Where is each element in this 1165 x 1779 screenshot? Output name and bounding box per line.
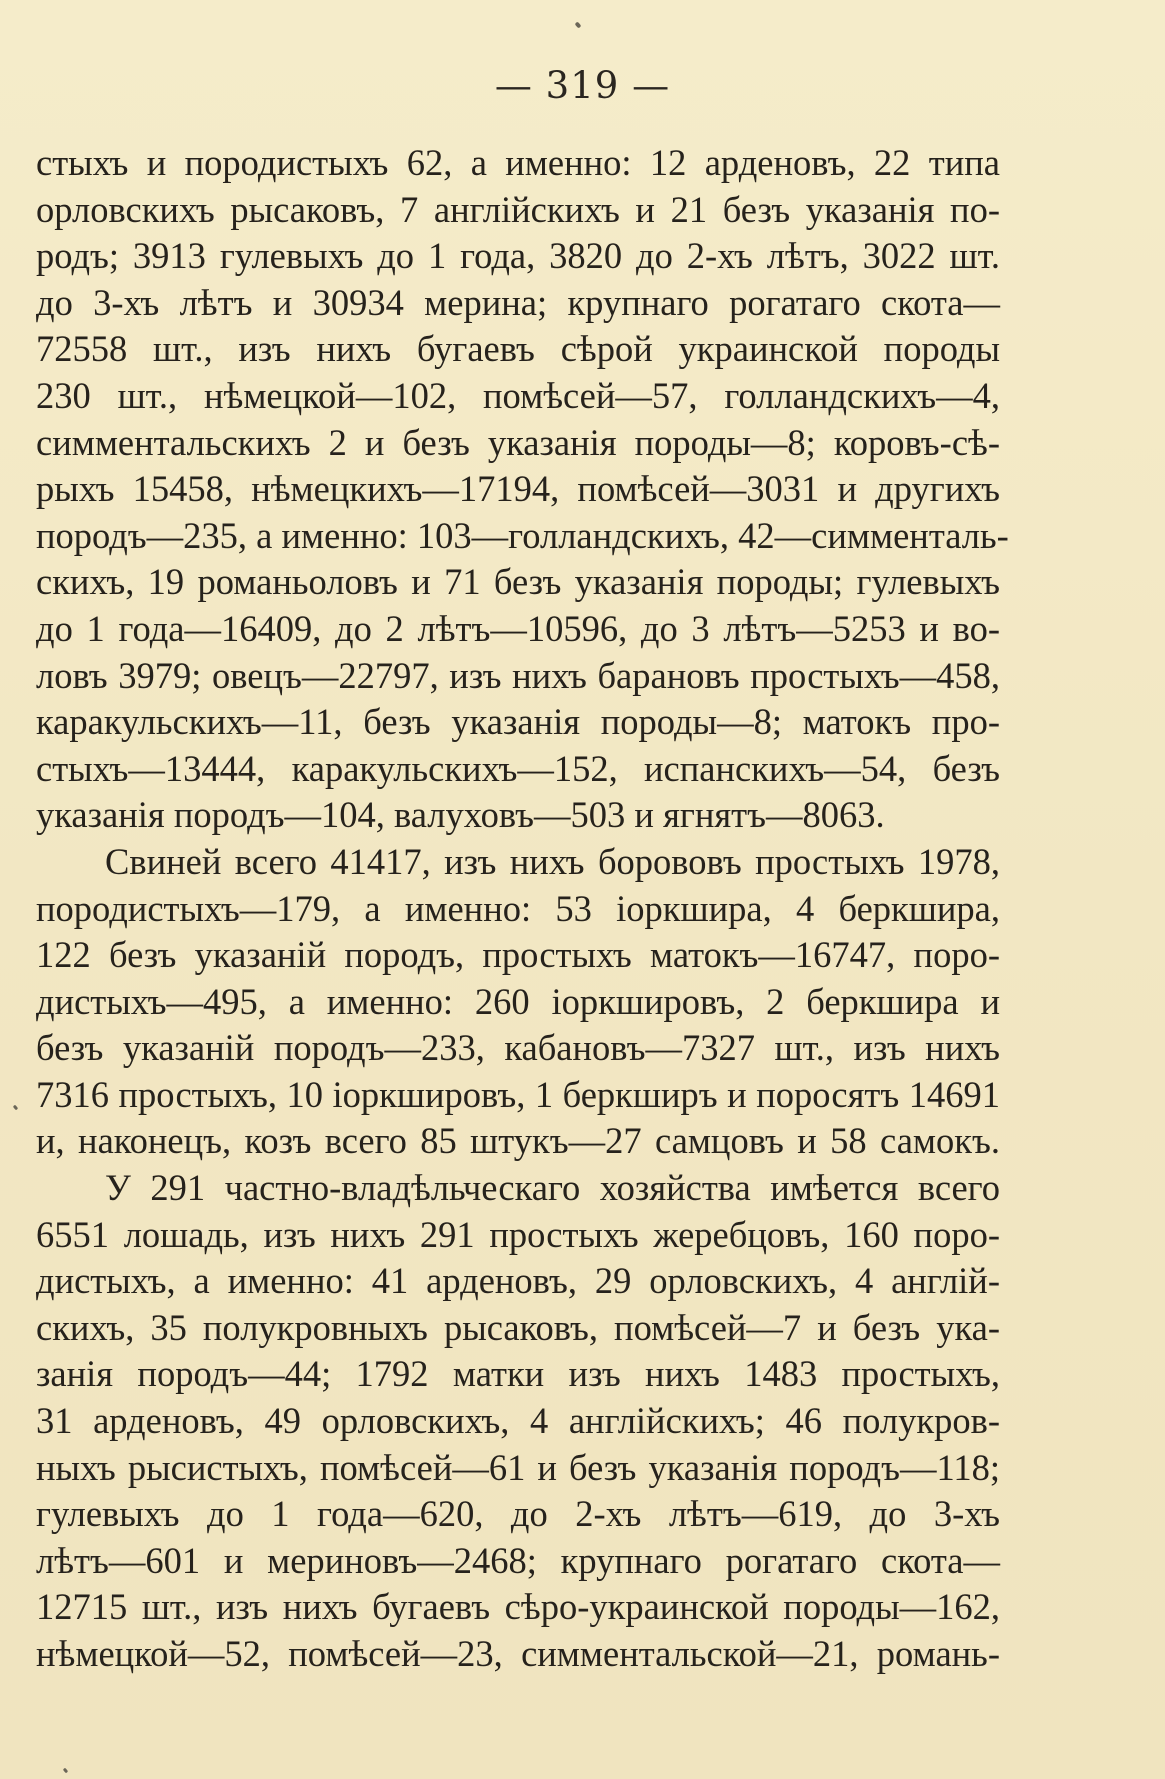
text-line: 122 безъ указаній породъ, простыхъ матокъ—16747, поро-	[36, 934, 1000, 976]
body-text	[36, 140, 1009, 1678]
text-line: 72558 шт., изъ нихъ бугаевъ сѣрой украинской породы	[36, 328, 1000, 370]
text-line: и, наконецъ, козъ всего 85 штукъ—27 самцовъ и 58 самокъ.	[36, 1120, 1000, 1162]
text-line: до 3-хъ лѣтъ и 30934 мерина; крупнаго рогатаго скота—	[36, 281, 1000, 323]
text-line: Свиней всего 41417, изъ нихъ борововъ простыхъ 1978,	[105, 840, 1000, 882]
scan-speck	[63, 1768, 69, 1774]
text-line: дистыхъ—495, а именно: 260 іоркшировъ, 2 беркшира и	[36, 980, 1000, 1022]
text-line: 12715 шт., изъ нихъ бугаевъ сѣро-украинской породы—162,	[36, 1586, 1000, 1628]
scan-speck	[575, 21, 582, 28]
text-line: до 1 года—16409, до 2 лѣтъ—10596, до 3 лѣтъ—5253 и во-	[36, 607, 1000, 649]
paragraph-1	[36, 140, 1009, 839]
scan-speck	[13, 1105, 19, 1111]
text-line: 31 арденовъ, 49 орловскихъ, 4 англійскихъ; 46 полукров-	[36, 1400, 1000, 1442]
text-line: указанія породъ—104, валуховъ—503 и ягнятъ—8063.	[36, 794, 885, 836]
text-line: 7316 простыхъ, 10 іоркшировъ, 1 беркширъ и поросятъ 14691	[36, 1073, 1000, 1115]
text-line: рыхъ 15458, нѣмецкихъ—17194, помѣсей—3031 и другихъ	[36, 468, 1000, 510]
text-line: лѣтъ—601 и мериновъ—2468; крупнаго рогатаго скота—	[36, 1539, 1000, 1581]
text-line: орловскихъ рысаковъ, 7 англійскихъ и 21 безъ указанія по-	[36, 188, 1000, 230]
text-line: дистыхъ, а именно: 41 арденовъ, 29 орловскихъ, 4 англій-	[36, 1260, 1000, 1302]
paragraph-2	[36, 839, 1000, 1165]
text-line: 230 шт., нѣмецкой—102, помѣсей—57, голландскихъ—4,	[36, 374, 1000, 416]
text-line: стыхъ и породистыхъ 62, а именно: 12 арденовъ, 22 типа	[36, 142, 1000, 183]
text-line: скихъ, 35 полукровныхъ рысаковъ, помѣсей—7 и безъ ука-	[36, 1306, 1000, 1348]
text-line: 6551 лошадь, изъ нихъ 291 простыхъ жеребцовъ, 160 поро-	[36, 1213, 1000, 1255]
text-line: безъ указаній породъ—233, кабановъ—7327 шт., изъ нихъ	[36, 1027, 1000, 1069]
page-number: — 319 —	[494, 64, 671, 107]
text-line: ныхъ рысистыхъ, помѣсей—61 и безъ указанія породъ—118;	[36, 1446, 1000, 1488]
text-line: нѣмецкой—52, помѣсей—23, симментальской—21, романь-	[36, 1633, 1000, 1674]
paragraph-3	[36, 1165, 1000, 1678]
text-line: стыхъ—13444, каракульскихъ—152, испанскихъ—54, безъ	[36, 747, 1000, 789]
text-line: породъ—235, а именно: 103—голландскихъ, 42—симменталь-	[36, 514, 1009, 556]
text-line: занія породъ—44; 1792 матки изъ нихъ 1483 простыхъ,	[36, 1353, 1000, 1395]
text-line: ловъ 3979; овецъ—22797, изъ нихъ барановъ простыхъ—458,	[36, 654, 1000, 696]
text-line: гулевыхъ до 1 года—620, до 2-хъ лѣтъ—619, до 3-хъ	[36, 1493, 1000, 1535]
text-line: У 291 частно-владѣльческаго хозяйства имѣется всего	[105, 1167, 1000, 1209]
text-line: родъ; 3913 гулевыхъ до 1 года, 3820 до 2-хъ лѣтъ, 3022 шт.	[36, 235, 1000, 277]
text-line: породистыхъ—179, а именно: 53 іоркшира, 4 беркшира,	[36, 887, 1000, 929]
text-line: симментальскихъ 2 и безъ указанія породы—8; коровъ-сѣ-	[36, 421, 1000, 463]
text-line: каракульскихъ—11, безъ указанія породы—8; матокъ про-	[36, 701, 1000, 743]
text-line: скихъ, 19 романьоловъ и 71 безъ указанія породы; гулевыхъ	[36, 561, 1000, 603]
